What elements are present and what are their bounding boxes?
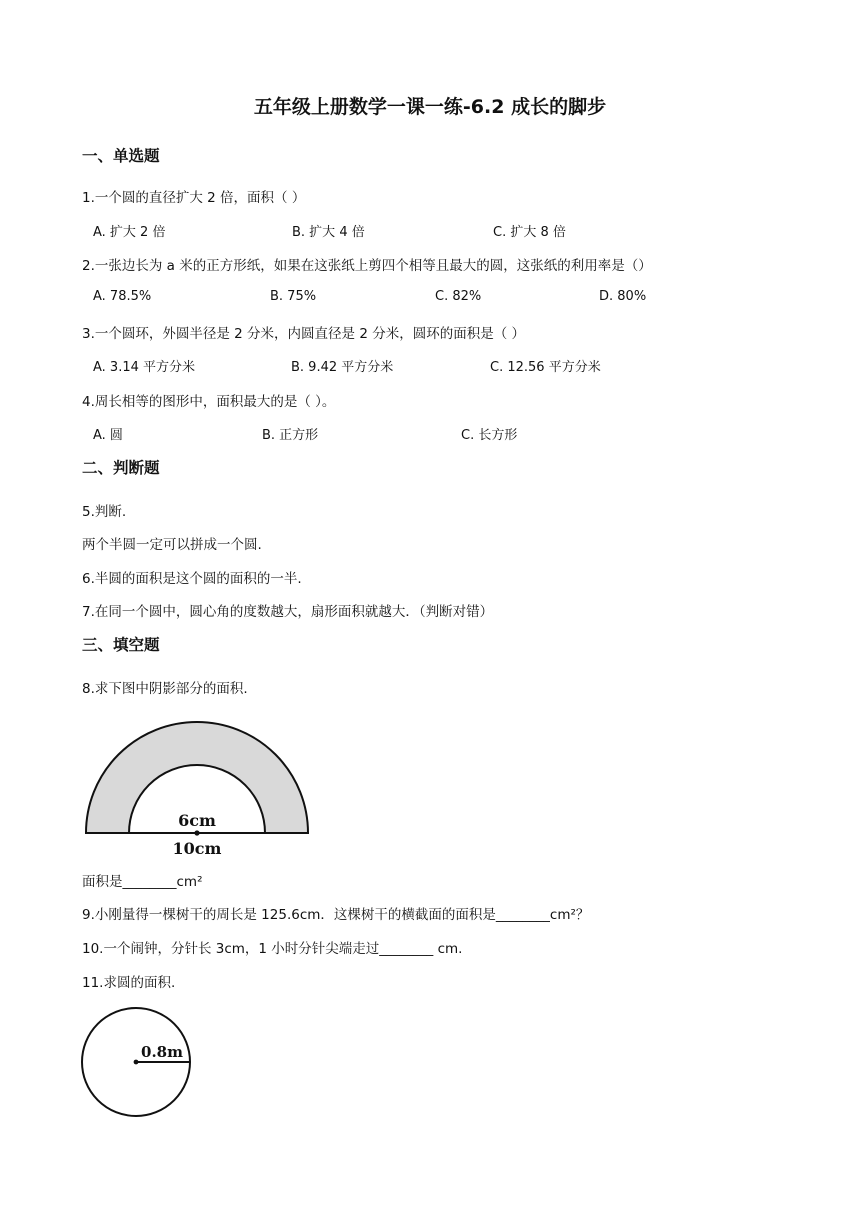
section-heading-fill-blank: 三、填空题 [82, 636, 160, 654]
question-1: 1.一个圆的直径扩大 2 倍，面积（ ） [82, 190, 306, 206]
q3-option-b[interactable]: B. 9.42 平方分米 [291, 360, 394, 375]
question-6: 6.半圆的面积是这个圆的面积的一半. [82, 571, 302, 587]
q1-option-a[interactable]: A. 扩大 2 倍 [93, 225, 166, 240]
page-title: 五年级上册数学一课一练-6.2 成长的脚步 [253, 96, 607, 118]
circle-center-dot [134, 1060, 139, 1065]
q1-option-c[interactable]: C. 扩大 8 倍 [493, 225, 566, 240]
question-8-answer[interactable]: 面积是________cm² [82, 874, 203, 890]
section-heading-true-false: 二、判断题 [82, 459, 160, 477]
q1-option-b[interactable]: B. 扩大 4 倍 [292, 225, 365, 240]
question-11: 11.求圆的面积. [82, 975, 176, 991]
outer-diameter-label: 10cm [172, 839, 222, 858]
inner-diameter-label: 6cm [178, 811, 216, 830]
q4-option-a[interactable]: A. 圆 [93, 428, 123, 443]
radius-label: 0.8m [141, 1043, 183, 1061]
q4-option-b[interactable]: B. 正方形 [262, 428, 319, 443]
question-4: 4.周长相等的图形中，面积最大的是（ ）。 [82, 394, 336, 410]
question-2: 2.一张边长为 a 米的正方形纸，如果在这张纸上剪四个相等且最大的圆，这张纸的利用率是（） [82, 258, 652, 274]
q2-option-d[interactable]: D. 80% [599, 289, 647, 304]
half-ring-figure [80, 720, 320, 860]
question-5-statement: 两个半圆一定可以拼成一个圆. [82, 537, 262, 553]
q3-option-c[interactable]: C. 12.56 平方分米 [490, 360, 601, 375]
center-dot [194, 830, 199, 835]
question-7: 7.在同一个圆中，圆心角的度数越大，扇形面积就越大．（判断对错） [82, 604, 494, 620]
section-heading-single-choice: 一、单选题 [82, 147, 160, 165]
q2-option-b[interactable]: B. 75% [270, 289, 317, 304]
question-10: 10.一个闹钟，分针长 3cm，1 小时分针尖端走过________ cm. [82, 941, 463, 957]
q3-option-a[interactable]: A. 3.14 平方分米 [93, 360, 196, 375]
q2-option-c[interactable]: C. 82% [435, 289, 482, 304]
question-3: 3.一个圆环，外圆半径是 2 分米，内圆直径是 2 分米，圆环的面积是（ ） [82, 326, 526, 342]
question-9: 9.小刚量得一棵树干的周长是 125.6cm．这棵树干的横截面的面积是________cm²？ [82, 907, 590, 923]
circle-figure [78, 1004, 198, 1124]
question-5: 5.判断. [82, 504, 127, 520]
q2-option-a[interactable]: A. 78.5% [93, 289, 152, 304]
q4-option-c[interactable]: C. 长方形 [461, 428, 518, 443]
question-8: 8.求下图中阴影部分的面积. [82, 681, 248, 697]
